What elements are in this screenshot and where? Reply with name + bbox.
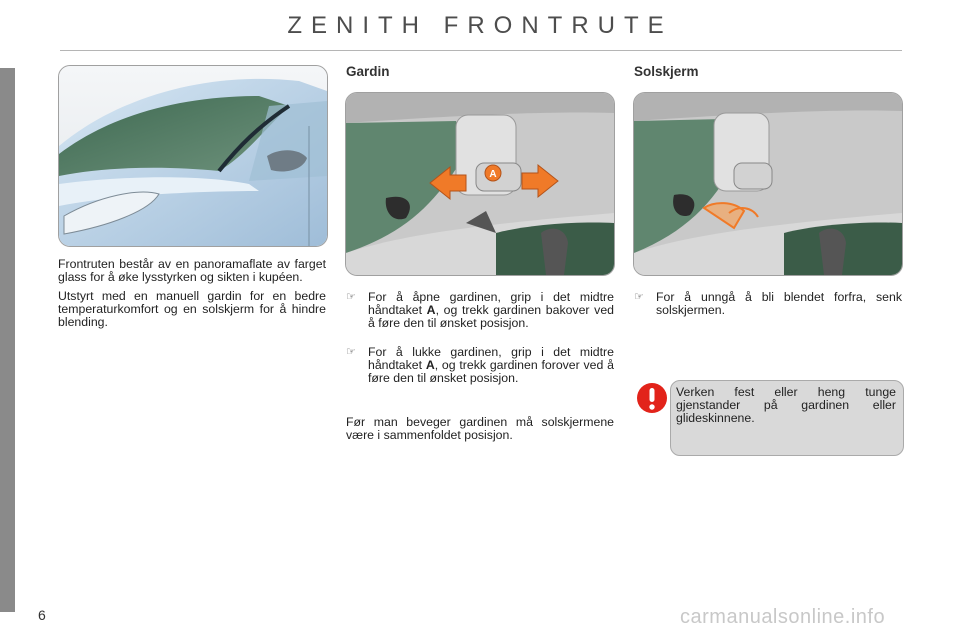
title-divider: [60, 50, 902, 51]
pointer-icon: ☞: [634, 291, 644, 303]
intro-paragraph-2: Utstyrt med en manuell gardin for en bedre temperaturkomfort og en solskjerm for å hindre blending.: [58, 289, 326, 329]
intro-paragraph-1: Frontruten består av en panoramaflate av farget glass for å øke lysstyrken og sikten i kupéen.: [58, 257, 326, 284]
gardin-bullet-open-text: For å åpne gardinen, grip i det midtre håndtaket: [368, 290, 614, 317]
page-title: ZENITH FRONTRUTE: [287, 12, 673, 39]
handle-label: A: [426, 303, 436, 317]
side-tab-bar: [0, 68, 15, 612]
exclamation-icon: [636, 382, 668, 414]
curtain-image: [345, 92, 615, 276]
label-a: A: [489, 169, 497, 180]
page-number: 6: [38, 607, 46, 623]
pointer-icon: ☞: [346, 291, 356, 303]
gardin-heading: Gardin: [346, 64, 390, 79]
gardin-bullet-open: [346, 291, 614, 330]
gardin-bullet-open-text-end: , og trekk gardinen bakover ved å føre den til ønsket posisjon.: [368, 303, 614, 330]
gardin-bullet-close-text-end: , og trekk gardinen forover ved å føre den til ønsket posisjon.: [368, 358, 614, 385]
solskjerm-bullet: [634, 291, 902, 317]
pointer-icon: ☞: [346, 346, 356, 358]
gardin-bullet-close: [346, 346, 614, 385]
watermark: carmanualsonline.info: [680, 606, 886, 628]
gardin-bullet-close-text: For å lukke gardinen, grip i det midtre håndtaket: [368, 345, 614, 372]
sunvisor-image: [633, 92, 903, 276]
intro-text: [58, 258, 326, 335]
solskjerm-bullet-text: For å unngå å bli blendet forfra, senk solskjermen.: [656, 290, 902, 317]
car-exterior-image: [58, 65, 328, 247]
gardin-note: Før man beveger gardinen må solskjermene være i sammenfoldet posisjon.: [346, 415, 614, 442]
warning-text: Verken fest eller heng tunge gjenstander på gardinen eller glideskinnene.: [676, 385, 896, 425]
solskjerm-heading: Solskjerm: [634, 64, 699, 79]
handle-label: A: [425, 358, 435, 372]
